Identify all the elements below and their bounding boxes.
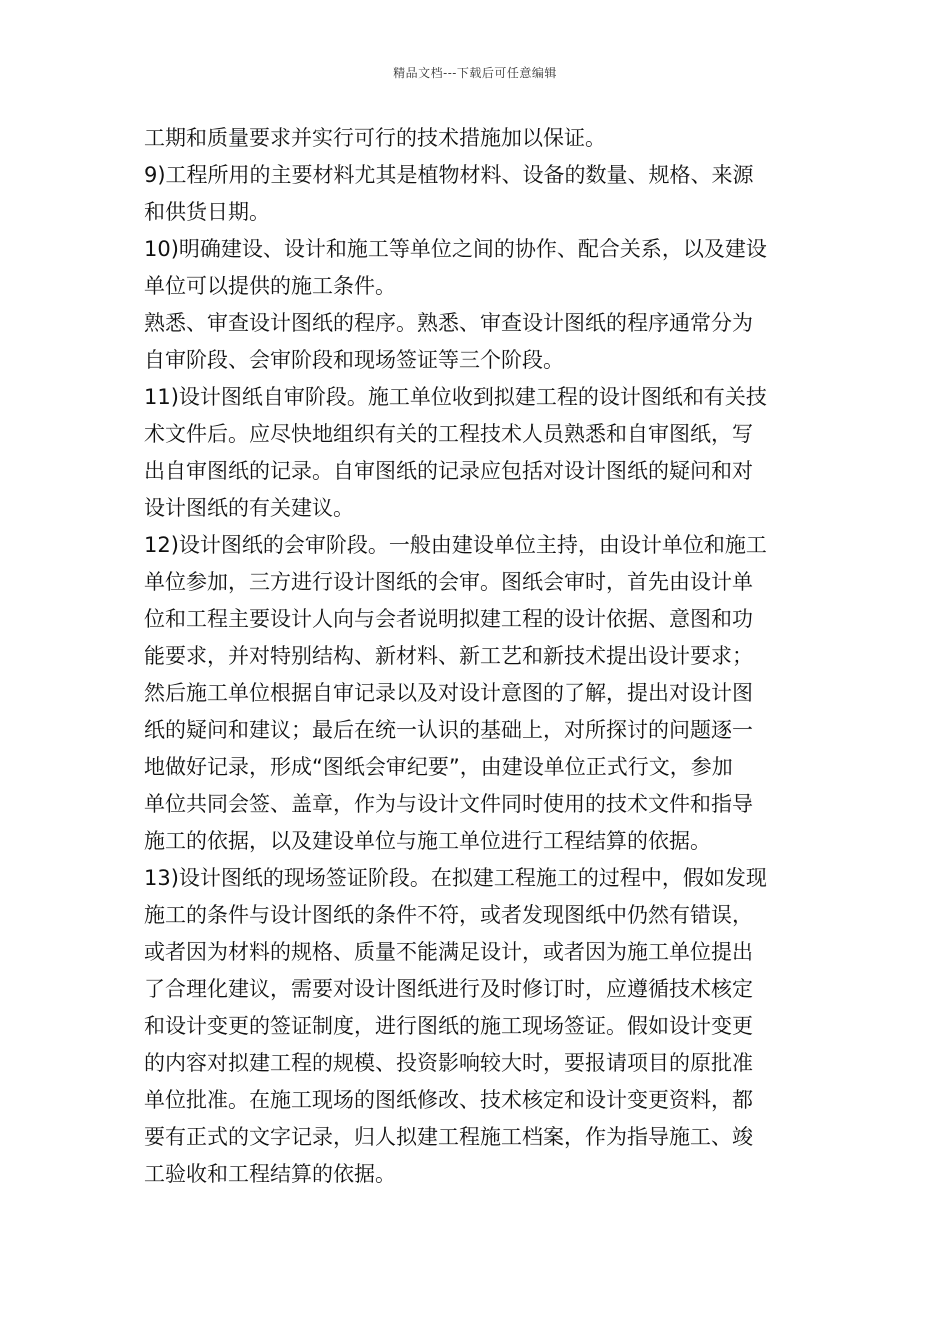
- text-line: 工期和质量要求并实行可行的技术措施加以保证。: [144, 126, 606, 150]
- text-line: 然后施工单位根据自审记录以及对设计意图的了解，提出对设计图: [144, 681, 753, 705]
- text-line: 施工的依据，以及建设单位与施工单位进行工程结算的依据。: [144, 829, 711, 853]
- text-line: 术文件后。应尽快地组织有关的工程技术人员熟悉和自审图纸，写: [144, 422, 753, 446]
- text-line: 11)设计图纸自审阶段。施工单位收到拟建工程的设计图纸和有关技: [144, 385, 767, 409]
- text-line: 位和工程主要设计人向与会者说明拟建工程的设计依据、意图和功: [144, 607, 753, 631]
- text-line: 自审阶段、会审阶段和现场签证等三个阶段。: [144, 348, 564, 372]
- text-line: 能要求，并对特别结构、新材料、新工艺和新技术提出设计要求；: [144, 644, 753, 668]
- text-line: 施工的条件与设计图纸的条件不符，或者发现图纸中仍然有错误，: [144, 903, 753, 927]
- text-line: 要有正式的文字记录，归人拟建工程施工档案，作为指导施工、竣: [144, 1125, 753, 1149]
- page-header: 精品文档---下载后可任意编辑: [393, 66, 557, 80]
- text-line: 10)明确建设、设计和施工等单位之间的协作、配合关系，以及建设: [144, 237, 767, 261]
- text-line: 的内容对拟建工程的规模、投资影响较大时，要报请项目的原批准: [144, 1051, 753, 1075]
- text-line: 单位参加，三方进行设计图纸的会审。图纸会审时，首先由设计单: [144, 570, 753, 594]
- text-line: 地做好记录，形成“图纸会审纪要”，由建设单位正式行文，参加: [144, 755, 733, 779]
- text-line: 纸的疑问和建议；最后在统一认识的基础上，对所探讨的问题逐一: [144, 718, 753, 742]
- text-line: 9)工程所用的主要材料尤其是植物材料、设备的数量、规格、来源: [144, 163, 754, 187]
- text-line: 和设计变更的签证制度，进行图纸的施工现场签证。假如设计变更: [144, 1014, 753, 1038]
- text-line: 12)设计图纸的会审阶段。一般由建设单位主持，由设计单位和施工: [144, 533, 767, 557]
- text-line: 出自审图纸的记录。自审图纸的记录应包括对设计图纸的疑问和对: [144, 459, 753, 483]
- text-line: 或者因为材料的规格、质量不能满足设计，或者因为施工单位提出: [144, 940, 753, 964]
- text-line: 和供货日期。: [144, 200, 270, 224]
- text-line: 单位可以提供的施工条件。: [144, 274, 396, 298]
- document-body: [144, 120, 808, 1193]
- text-line: 熟悉、审查设计图纸的程序。熟悉、审查设计图纸的程序通常分为: [144, 311, 753, 335]
- text-line: 单位共同会签、盖章，作为与设计文件同时使用的技术文件和指导: [144, 792, 753, 816]
- text-line: 了合理化建议，需要对设计图纸进行及时修订时，应遵循技术核定: [144, 977, 753, 1001]
- text-line: 设计图纸的有关建议。: [144, 496, 354, 520]
- text-line: 工验收和工程结算的依据。: [144, 1162, 396, 1186]
- text-line: 13)设计图纸的现场签证阶段。在拟建工程施工的过程中，假如发现: [144, 866, 767, 890]
- text-line: 单位批准。在施工现场的图纸修改、技术核定和设计变更资料，都: [144, 1088, 753, 1112]
